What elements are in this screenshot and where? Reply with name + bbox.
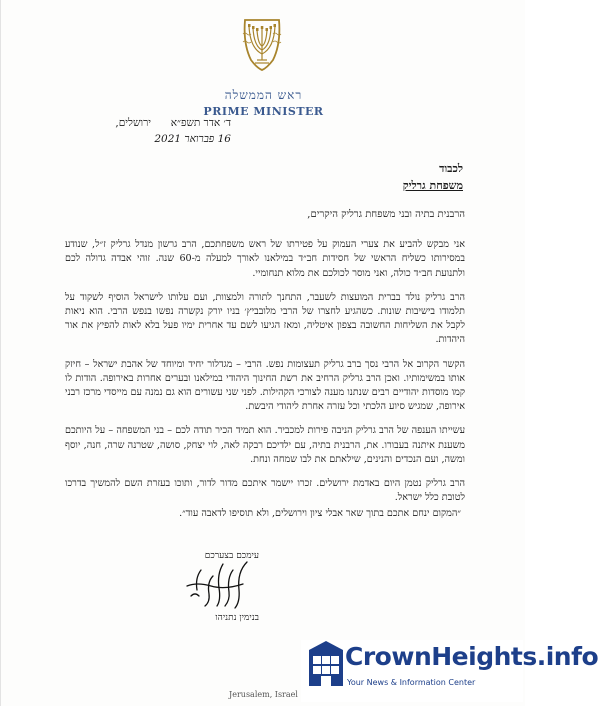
dateline-city: ירושלים, bbox=[115, 117, 151, 129]
dateline-hebrew-date: ד׳ אדר תשפ״א bbox=[170, 117, 231, 129]
addressee bbox=[403, 160, 463, 194]
addressee-line-2: משפחת גרליק bbox=[402, 179, 463, 192]
addressee-line-1: לכבוד bbox=[439, 162, 463, 175]
watermark-site-name: CrownHeights.info bbox=[345, 642, 598, 671]
body-paragraph: הרב גרליק נולד בברית המועצות לשעבר, התחנך לתורה ולמצוות, ועם עלותו לישראל הוסיף לשקוד על תלמודו בישיבות שונות. כשהגיע לחצרו של הרבי מלובביץ׳ בניו יורק נקשרה נפשו בנפש הרבי. הוא ניאות לקבל את השליחות החשובה בצפון איטליה, ומאז הגיעו לשם עד אחרית ימיו פעל בלא לאות להפיץ את אור היהדות. bbox=[65, 291, 465, 346]
letterhead-title-hebrew: ראש הממשלה bbox=[224, 88, 303, 102]
body-paragraph: אני מבקש להביע את צערי העמוק על פטירתו של ראש משפחתכם, הרב גרשון מנדל גרליק ז״ל, שנודע במסירותו כשליח הראשי של חסידות חב״ד במילאנו לאורך למעלה מ-60 שנה. זוהי אבדה גדולה לכם ולתנועת חב״ד כולה, ואני מוסר לכולכם את מלוא תנחומיי. bbox=[65, 239, 465, 279]
handwritten-signature bbox=[177, 556, 255, 614]
body-paragraph: הרב גרליק נטמן היום באדמת ירושלים. זכרו יישמר איתכם מדור לדור, ותוכו בעזרת השם להמשיך בדרכו לטובת כלל ישראל. bbox=[65, 478, 465, 504]
signature-respect-line: עימכם בצערכם bbox=[204, 551, 259, 561]
signer-name: בנימין נתניהו bbox=[215, 613, 259, 623]
letterhead-title-english: PRIME MINISTER bbox=[203, 105, 324, 118]
body-paragraph: הקשר הקרוב אל הרבי נסך ברב גרליק תעצומות נפש. הרבי – מגדלור יחיד ומיוחד של אהבת ישראל – חיזק אותו במשימותיו. ואכן הרב גרליק הרחיב את רשת החינוך היהודי במילאנו ובערים אחרות באירופה. הודות לו קמו מוסדות יהודיים רבים שנתנו מענה לצורכי הקהילות. לפני שני עשורים הוא גם נמנה עם מייסדי מרכז רבני אירופה, שמגיש סיוע הלכתי וכל עזרה אחרת ליהודי היבשת. bbox=[65, 358, 465, 413]
footer-location: Jerusalem, Israel bbox=[229, 690, 298, 699]
menorah-emblem-icon bbox=[237, 14, 287, 74]
closing-blessing: ״המקום ינחם אתכם בתוך שאר אבלי ציון וירושלים, ולא תוסיפו לדאבה עוד״. bbox=[179, 508, 461, 519]
letter-body bbox=[65, 208, 465, 515]
salutation: הרבנית בתיה ובני משפחת גרליק היקרים, bbox=[307, 209, 465, 220]
watermark-tagline: Your News & Information Center bbox=[347, 678, 476, 687]
body-paragraph: עשייתו הענפה של הרב גרליק הניבה פירות למכביר. הוא תמיד הכיר תודה לכם – בני המשפחה – על היותכם משענת איתנה בעבורו. את, הרבנית בתיה, עם ילדיכם רבקה לאה, לוי יצחק, סושה, שטרנה שרה, חנה, יוסף ומשה, ועם הנכדים והנינים, שילאתם את לבו שמחה ונחת. bbox=[65, 425, 465, 465]
crown-logo-icon bbox=[307, 640, 345, 690]
watermark bbox=[301, 640, 598, 702]
dateline-gregorian-date: 16 פברואר 2021 bbox=[154, 133, 231, 145]
